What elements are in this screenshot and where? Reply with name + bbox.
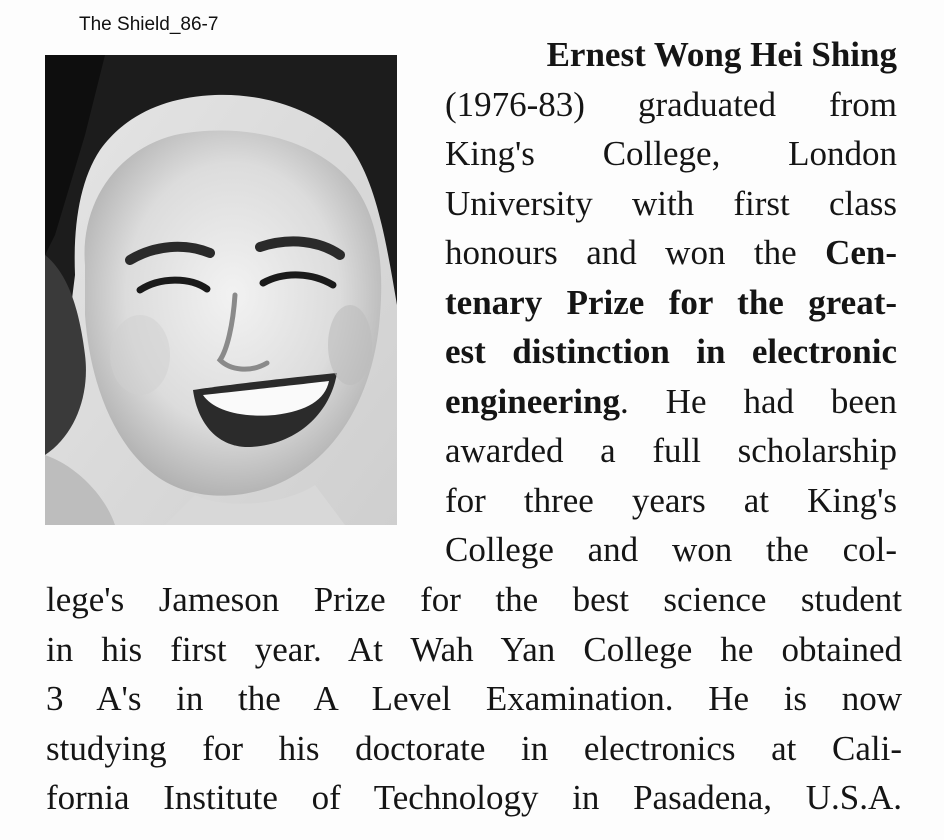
article-line: [445, 80, 897, 130]
text-run: awarded a full scholarship: [445, 431, 897, 470]
article-line: fornia Institute of Technology in Pasadena, U.S.A.: [46, 778, 902, 817]
article-line: studying for his doctorate in electronics at Cali-: [46, 728, 902, 768]
article-line: in his first year. At Wah Yan College he obtained: [46, 629, 902, 669]
text-run: (1976-83) graduated from: [445, 84, 897, 124]
text-run: . He had been: [619, 381, 897, 421]
article-line: [445, 278, 897, 328]
article-line: [445, 476, 897, 526]
article-line: [445, 228, 897, 278]
article-line: 3 A's in the A Level Examination. He is now: [46, 679, 902, 718]
bold-text-run: engineering: [445, 381, 620, 421]
article-name-heading: Ernest Wong Hei Shing: [546, 35, 897, 74]
portrait-photo: [45, 55, 397, 525]
article-line: [445, 377, 897, 427]
text-run: University with first class: [445, 183, 897, 223]
article-line: lege's Jameson Prize for the best science student: [46, 580, 902, 619]
bold-text-run: tenary Prize for the great-: [445, 282, 897, 322]
article-line: [445, 426, 897, 476]
article-line: [445, 179, 897, 229]
bold-text-run: est distinction in electronic: [445, 332, 897, 371]
document-caption: The Shield_86-7: [79, 14, 219, 35]
text-run: King's College, London: [445, 134, 897, 173]
right-column-lines: [445, 80, 897, 575]
article-line: [445, 327, 897, 377]
article-line: [445, 129, 897, 179]
text-run: honours and won the: [445, 233, 826, 272]
article-line: [445, 525, 897, 575]
article-right-column: [445, 30, 897, 575]
article-full-width-text: [46, 575, 902, 823]
text-run: for three years at King's: [445, 480, 897, 520]
text-run: College and won the col-: [445, 530, 897, 569]
bold-text-run: Cen-: [825, 233, 897, 272]
full-width-lines: [46, 575, 902, 823]
